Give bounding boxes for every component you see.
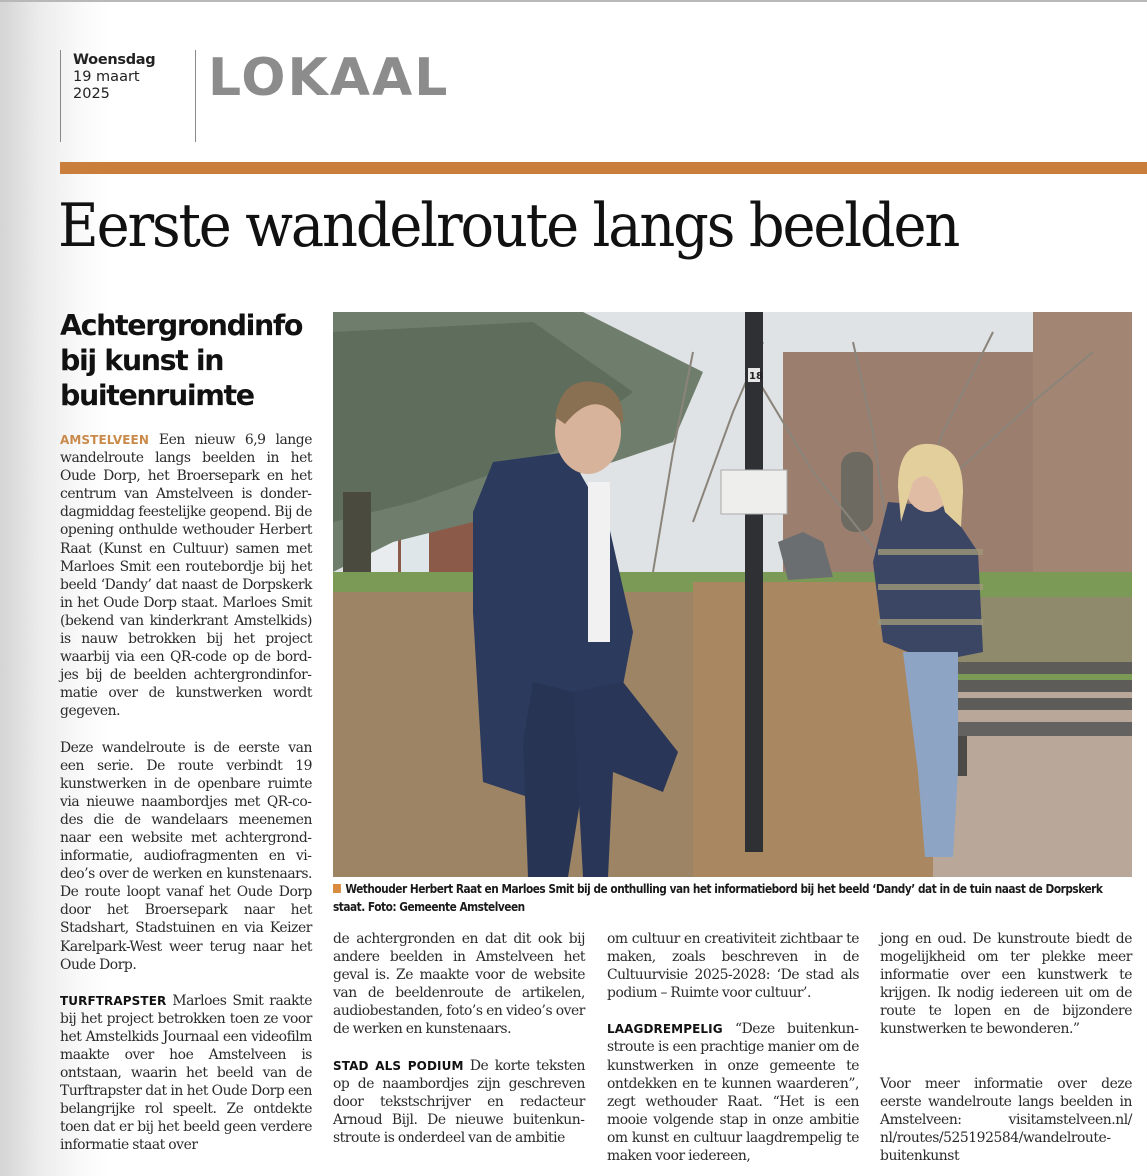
paragraph bbox=[607, 1020, 859, 1165]
article-subheadline bbox=[60, 308, 312, 413]
article-column-3 bbox=[607, 930, 859, 1176]
paragraph-text: Voor meer informatie over deze eerste wandelroute langs beelden in Amstelveen: visitamstelveen.nl/ nl/routes/525192584/wandelroute-buitenkunst bbox=[880, 1075, 1132, 1164]
more-info-paragraph bbox=[880, 1075, 1132, 1165]
caption-text: Wethouder Herbert Raat en Marloes Smit bij de onthulling van het informatiebord bij het beeld ‘Dandy’ dat in de tuin naast de Dorpskerk staat. Foto: Gemeente Amstelveen bbox=[333, 882, 1103, 914]
section-tag: TURFTRAPSTER bbox=[60, 993, 167, 1008]
subheadline-line: buitenruimte bbox=[60, 379, 254, 412]
paragraph bbox=[60, 739, 312, 974]
article-photo bbox=[333, 312, 1132, 877]
paragraph bbox=[60, 992, 312, 1155]
page-top-edge bbox=[0, 0, 1147, 2]
article-column-2 bbox=[333, 930, 585, 1165]
paragraph bbox=[880, 930, 1132, 1039]
section-tag: STAD ALS PODIUM bbox=[333, 1058, 464, 1073]
section-tag: LAAGDREMPELIG bbox=[607, 1022, 723, 1037]
paragraph-text: “Deze buitenkunstroute is een prachtige manier om de kunstwerken in onze gemeente te ontdekken en te kunnen waarderen”, zegt wethouder Raat. “Het is een mooie volgende stap in onze ambitie om kunst en cultuur laagdrempelig te maken voor iedereen, bbox=[607, 1021, 859, 1165]
paragraph-text: de achtergronden en dat dit ook bij andere beelden in Amstelveen het geval is. Ze maakte voor de website van de beeldenroute de artikelen, audiobestanden, foto’s en video’s over de werken en kunstenaars. bbox=[333, 931, 585, 1038]
article-headline: Eerste wandelroute langs beelden bbox=[58, 191, 959, 261]
date-day-month: 19 maart bbox=[73, 69, 140, 85]
issue-date bbox=[60, 50, 196, 142]
accent-divider bbox=[60, 162, 1147, 174]
article-column-4 bbox=[880, 930, 1132, 1176]
subheadline-line: Achtergrondinfo bbox=[60, 309, 303, 342]
subheadline-line: bij kunst in bbox=[60, 344, 224, 377]
paragraph-text: om cultuur en creativiteit zichtbaar te maken, zoals beschreven in de Cultuurvisie 2025-2028: ‘De stad als podium – Ruimte voor cultuur’. bbox=[607, 931, 859, 1002]
paragraph-text: Marloes Smit raakte bij het project betrokken toen ze voor het Amstelkids Journaal een videofilm maakte over hoe Amstelveen is ontstaan, waarin het beeld van de Turftrapster dat in het Oude Dorp een belangrijke rol speelt. Ze ontdekte toen dat er bij het beeld geen verdere informatie staat over bbox=[60, 992, 313, 1154]
paragraph-text: Deze wandelroute is de eerste van een serie. De route verbindt 19 kunstwerken in de openbare ruimte via nieuwe naambordjes met QR-codes die de wandelaars meenemen naar een website met achtergrondinformatie, audiofragmenten en video’s over de werken en kunstenaars. De route loopt vanaf het Oude Dorp door het Broersepark naar het Stadshart, Stadstuinen en via Keizer Karelpark-West weer terug naar het Oude Dorp. bbox=[60, 739, 312, 973]
article-column-1 bbox=[60, 308, 312, 1173]
caption-bullet-icon bbox=[333, 884, 341, 893]
section-title: LOKAAL bbox=[208, 48, 450, 108]
dateline-tag: AMSTELVEEN bbox=[60, 433, 149, 447]
photo-caption bbox=[333, 880, 1129, 916]
article-body bbox=[60, 431, 312, 1155]
paragraph bbox=[607, 930, 859, 1002]
pole-number: 18 bbox=[749, 371, 763, 382]
date-weekday: Woensdag bbox=[73, 52, 156, 68]
date-year: 2025 bbox=[73, 86, 110, 102]
paragraph-text: De korte teksten op de naambordjes zijn geschreven door tekstschrijver en redacteur Arnoud Bijl. De nieuwe buitenkunstroute is onderdeel van de ambitie bbox=[333, 1057, 585, 1146]
paragraph-text: Een nieuw 6,9 lange wandelroute langs beelden in het Oude Dorp, het Broersepark en het centrum van Amstelveen is donderdagmiddag feestelijke geopend. Bij de opening onthulde wethouder Herbert Raat (Kunst en Cultuur) samen met Marloes Smit een routebordje bij het beeld ‘Dandy’ dat naast de Dorpskerk in het Oude Dorp staat. Marloes Smit (bekend van kinderkrant Amstelkids) is nauw betrokken bij het project waarbij via een QR-code op de bordjes bij de beelden achtergrondinformatie over de kunstwerken wordt gegeven. bbox=[60, 432, 313, 720]
paragraph bbox=[333, 1057, 585, 1147]
section-label bbox=[195, 50, 449, 142]
paragraph-text: jong en oud. De kunstroute biedt de mogelijkheid om ter plekke meer informatie over een kunstwerk te krijgen. Ik nodig iedereen uit om de route te lopen en de bijzondere kunstwerken te bewonderen.” bbox=[880, 931, 1132, 1038]
paragraph bbox=[333, 930, 585, 1039]
paragraph bbox=[60, 431, 312, 721]
